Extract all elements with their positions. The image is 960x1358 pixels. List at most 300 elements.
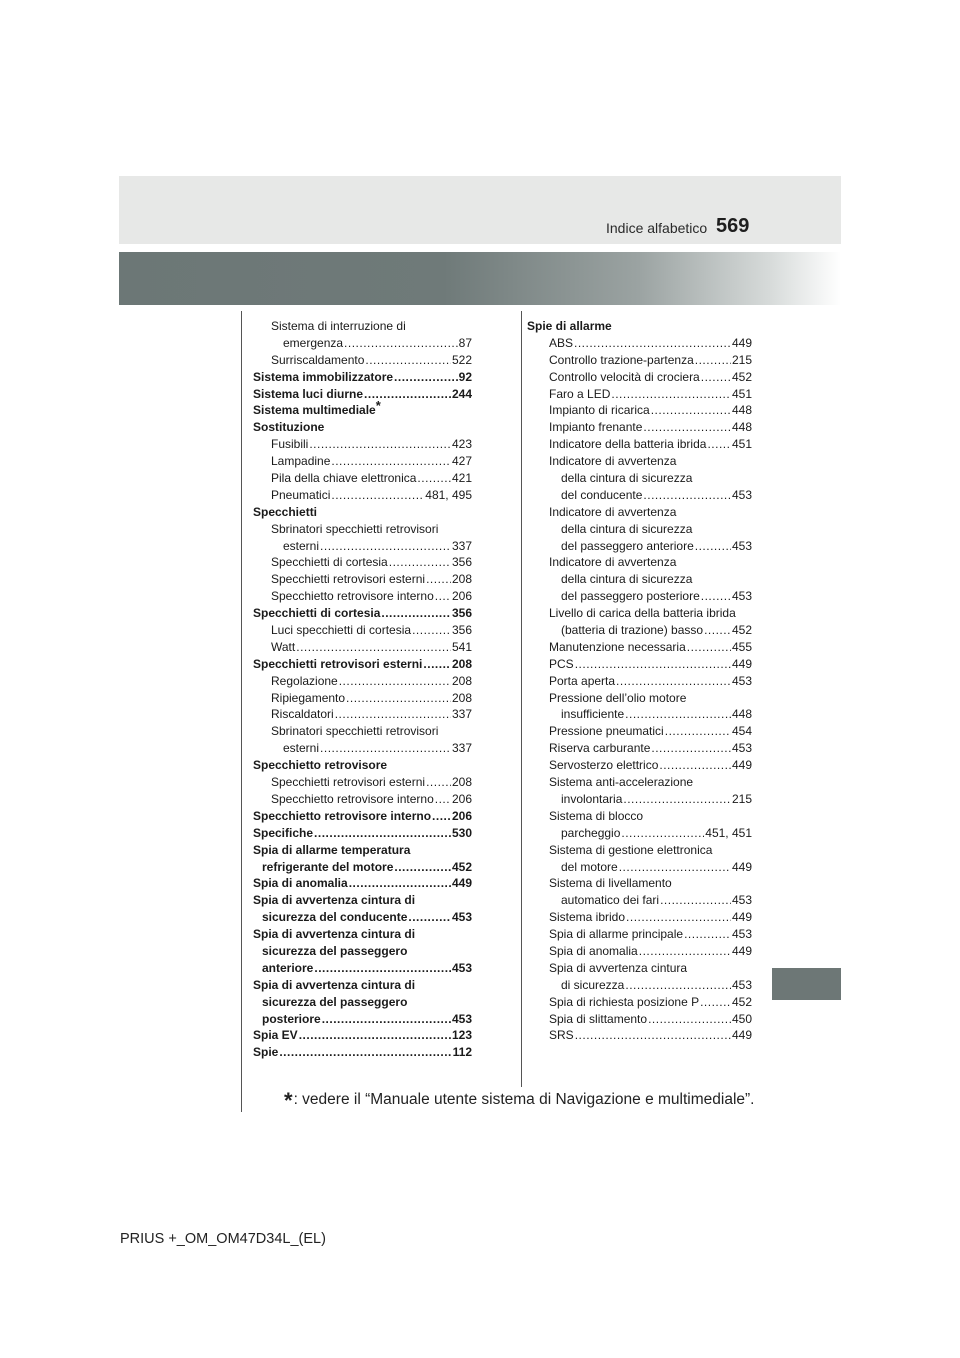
- index-entry-page: 208: [451, 690, 472, 705]
- index-entry-page: 541: [451, 639, 472, 654]
- dot-leader: [435, 588, 451, 605]
- index-entry-term: parcheggio: [561, 825, 621, 840]
- index-entry-term: Faro a LED: [549, 386, 611, 401]
- index-entry-page: 453: [451, 1011, 472, 1026]
- footnote-text: : vedere il “Manuale utente sistema di Navigazione e multimediale”.: [293, 1091, 755, 1108]
- index-entry-term: Sistema multimediale: [253, 403, 376, 418]
- index-entry-page: 356: [451, 606, 472, 621]
- dot-leader: [299, 1027, 451, 1044]
- index-entry: [253, 335, 472, 352]
- index-entry: [253, 994, 472, 1011]
- index-entry-term: Sistema di blocco: [549, 808, 644, 823]
- index-entry: [253, 398, 472, 419]
- index-entry: [527, 892, 752, 909]
- index-entry-page: 451: [731, 437, 752, 452]
- index-entry-term: Indicatore di avvertenza: [549, 504, 677, 519]
- index-entry-page: 449: [731, 758, 752, 773]
- dot-leader: [621, 825, 704, 842]
- index-entry: [253, 808, 472, 825]
- column-divider-rule: [521, 311, 522, 1087]
- index-entry: [253, 521, 472, 538]
- index-entry: [253, 622, 472, 639]
- dot-leader: [279, 1044, 451, 1061]
- index-entry: [527, 960, 752, 977]
- index-entry-page: 92: [458, 369, 472, 384]
- index-entry-page: 206: [451, 808, 472, 823]
- index-entry-term: Spia di avvertenza cintura di: [253, 977, 416, 992]
- dot-leader: [435, 791, 451, 808]
- index-entry-page: 112: [452, 1045, 472, 1060]
- index-entry-page: 453: [731, 538, 752, 553]
- index-entry-term: Spie: [253, 1045, 279, 1060]
- index-entry: [527, 859, 752, 876]
- index-entry-page: 215: [731, 791, 752, 806]
- index-entry-term: Sistema di livellamento: [549, 876, 672, 891]
- index-entry-page: 244: [451, 386, 472, 401]
- index-entry-term: di sicurezza: [561, 977, 625, 992]
- index-entry: [527, 521, 752, 538]
- index-entry-page: 356: [451, 623, 472, 638]
- dot-leader: [665, 723, 731, 740]
- index-entry-page: 208: [451, 775, 472, 790]
- index-entry: [527, 588, 752, 605]
- dot-leader: [701, 369, 731, 386]
- dot-leader: [389, 554, 451, 571]
- index-entry: [253, 369, 472, 386]
- index-entry: [527, 436, 752, 453]
- index-entry-term: Pneumatici: [271, 487, 331, 502]
- dot-leader: [626, 909, 731, 926]
- dot-leader: [309, 436, 451, 453]
- index-entry: [527, 825, 752, 842]
- index-entry-term: Specchietti retrovisori esterni: [271, 572, 426, 587]
- index-entry: [527, 386, 752, 403]
- index-entry-term: esterni: [283, 741, 320, 756]
- index-right-column: [527, 318, 752, 1044]
- index-entry-page: 337: [451, 707, 472, 722]
- index-entry-term: Riscaldatori: [271, 707, 334, 722]
- dot-leader: [619, 859, 731, 876]
- index-entry: [253, 436, 472, 453]
- index-entry: [253, 571, 472, 588]
- dot-leader: [320, 538, 451, 555]
- dot-leader: [349, 875, 451, 892]
- index-entry: [253, 386, 472, 403]
- index-entry-term: Porta aperta: [549, 673, 616, 688]
- index-entry: [253, 605, 472, 622]
- index-entry-term: Indicatore di avvertenza: [549, 555, 677, 570]
- index-entry: [253, 977, 472, 994]
- index-entry-page: 453: [731, 977, 752, 992]
- index-entry-term: Impianto di ricarica: [549, 403, 650, 418]
- index-entry-term: Specchietto retrovisore interno: [253, 808, 432, 823]
- dot-leader: [625, 977, 731, 994]
- page-number: 569: [716, 215, 750, 237]
- dot-leader: [639, 943, 731, 960]
- index-entry-term: anteriore: [262, 960, 314, 975]
- dot-leader: [687, 639, 731, 656]
- dot-leader: [408, 909, 451, 926]
- dot-leader: [346, 690, 451, 707]
- index-entry-term: Specchietto retrovisore interno: [271, 589, 434, 604]
- index-entry-term: della cintura di sicurezza: [561, 521, 693, 536]
- dot-leader: [623, 791, 731, 808]
- index-entry-term: insufficiente: [561, 707, 625, 722]
- index-entry-page: 451: [731, 386, 752, 401]
- index-entry-term: Sistema immobilizzatore: [253, 369, 394, 384]
- index-entry-term: ABS: [549, 335, 574, 350]
- index-entry: [527, 419, 752, 436]
- index-entry: [253, 554, 472, 571]
- index-entry-term: emergenza: [283, 335, 344, 350]
- index-entry-term: Specchietti di cortesia: [271, 555, 388, 570]
- index-entry-page: 453: [451, 960, 472, 975]
- index-entry-term: Spia di allarme principale: [549, 927, 684, 942]
- index-entry: [253, 656, 472, 673]
- index-entry: [527, 453, 752, 470]
- index-entry-term: Sistema ibrido: [549, 910, 626, 925]
- index-entry-page: 455: [731, 639, 752, 654]
- index-entry: [253, 352, 472, 369]
- index-entry: [253, 892, 472, 909]
- index-entry: [527, 402, 752, 419]
- index-entry: [253, 588, 472, 605]
- dot-leader: [643, 487, 731, 504]
- index-entry-term: Pressione dell’olio motore: [549, 690, 687, 705]
- index-entry: [527, 352, 752, 369]
- index-entry: [527, 656, 752, 673]
- index-entry: [527, 470, 752, 487]
- index-entry: [253, 943, 472, 960]
- index-entry: [527, 538, 752, 555]
- dot-leader: [365, 352, 451, 369]
- index-entry-term: Sbrinatori specchietti retrovisori: [271, 724, 439, 739]
- index-entry-page: 337: [451, 538, 472, 553]
- index-entry-page: 522: [451, 352, 472, 367]
- index-entry: [527, 335, 752, 352]
- index-entry-page: 87: [458, 335, 472, 350]
- index-entry-page: 337: [451, 741, 472, 756]
- index-entry: [253, 419, 472, 436]
- index-entry: [253, 960, 472, 977]
- chapter-side-tab: [772, 968, 841, 1000]
- dot-leader: [707, 436, 731, 453]
- index-entry: [253, 453, 472, 470]
- dot-leader: [659, 757, 731, 774]
- index-entry-term: della cintura di sicurezza: [561, 572, 693, 587]
- index-entry-page: 215: [731, 352, 752, 367]
- index-entry-term: Regolazione: [271, 673, 338, 688]
- dot-leader: [648, 1011, 731, 1028]
- dot-leader: [423, 656, 451, 673]
- index-entry: [527, 622, 752, 639]
- dot-leader: [704, 622, 731, 639]
- index-entry: [253, 825, 472, 842]
- dot-leader: [684, 926, 731, 943]
- index-entry: [527, 757, 752, 774]
- index-entry-term: Spia di avvertenza cintura di: [253, 927, 416, 942]
- index-entry-term: Servosterzo elettrico: [549, 758, 659, 773]
- index-entry-page: 453: [731, 589, 752, 604]
- index-entry: [253, 690, 472, 707]
- index-entry-term: sicurezza del passeggero: [262, 994, 408, 1009]
- dot-leader: [695, 352, 731, 369]
- index-entry: [253, 487, 472, 504]
- index-entry-page: 206: [451, 791, 472, 806]
- index-entry-term: Ripiegamento: [271, 690, 346, 705]
- index-entry-term: Fusibili: [271, 437, 309, 452]
- index-entry: [527, 875, 752, 892]
- index-entry-term: Sistema di gestione elettronica: [549, 842, 713, 857]
- dot-leader: [651, 402, 731, 419]
- index-entry-page: 530: [451, 825, 472, 840]
- index-entry-page: 449: [731, 859, 752, 874]
- index-entry-term: Pila della chiave elettronica: [271, 471, 417, 486]
- footnote-marker: *: [284, 1088, 293, 1113]
- index-entry-term: Indicatore di avvertenza: [549, 454, 677, 469]
- dot-leader: [394, 369, 458, 386]
- index-entry: [253, 859, 472, 876]
- index-entry-term: Specchietti retrovisori esterni: [253, 656, 423, 671]
- index-entry-term: involontaria: [561, 791, 623, 806]
- index-entry-page: 481, 495: [425, 487, 472, 502]
- index-entry-term: posteriore: [262, 1011, 321, 1026]
- index-entry: [253, 318, 472, 335]
- index-entry: [527, 504, 752, 521]
- index-entry: [253, 470, 472, 487]
- index-entry-page: 450: [731, 1011, 752, 1026]
- model-code: PRIUS +_OM_OM47D34L_(EL): [120, 1231, 326, 1247]
- index-entry-term: automatico dei fari: [561, 893, 660, 908]
- index-entry-term: Surriscaldamento: [271, 352, 365, 367]
- index-entry: [253, 706, 472, 723]
- index-entry-term: Controllo velocità di crociera: [549, 369, 700, 384]
- dot-leader: [426, 571, 451, 588]
- index-entry-term: Pressione pneumatici: [549, 724, 664, 739]
- index-entry: [527, 706, 752, 723]
- index-entry-term: Lampadine: [271, 454, 331, 469]
- index-entry-term: Spia di richiesta posizione P: [549, 994, 700, 1009]
- index-entry: [527, 554, 752, 571]
- index-entry: [527, 318, 752, 335]
- dot-leader: [344, 335, 458, 352]
- index-entry: [253, 538, 472, 555]
- index-entry-term: del passeggero posteriore: [561, 589, 700, 604]
- index-entry-term: Spia di anomalia: [549, 943, 638, 958]
- index-entry: [527, 994, 752, 1011]
- index-entry: [527, 571, 752, 588]
- index-entry-page: 452: [731, 369, 752, 384]
- index-entry-term: Sostituzione: [253, 420, 325, 435]
- index-entry-page: 454: [731, 724, 752, 739]
- index-entry: [527, 487, 752, 504]
- index-entry: [527, 791, 752, 808]
- index-entry-term: Spie di allarme: [527, 319, 612, 333]
- index-entry: [253, 673, 472, 690]
- index-entry: [527, 1011, 752, 1028]
- dot-leader: [651, 740, 731, 757]
- index-entry-term: Specchietto retrovisore interno: [271, 791, 434, 806]
- dot-leader: [426, 774, 451, 791]
- index-left-column: [253, 318, 472, 1061]
- index-entry-page: 453: [731, 893, 752, 908]
- index-entry-term: sicurezza del conducente: [262, 910, 408, 925]
- index-entry-page: 448: [731, 420, 752, 435]
- index-entry-term: esterni: [283, 538, 320, 553]
- index-entry-term: Spia EV: [253, 1028, 298, 1043]
- dot-leader: [695, 538, 731, 555]
- index-entry-term: Specchietti: [253, 504, 318, 519]
- dot-leader: [574, 335, 731, 352]
- index-entry: [527, 943, 752, 960]
- index-entry-term: Spia di anomalia: [253, 876, 348, 891]
- index-entry-term: Specchietti di cortesia: [253, 606, 381, 621]
- index-entry: [253, 740, 472, 757]
- index-entry-term: del motore: [561, 859, 618, 874]
- index-entry: [527, 690, 752, 707]
- index-entry-page: 208: [451, 572, 472, 587]
- dot-leader: [701, 588, 731, 605]
- index-entry-page: 449: [451, 876, 472, 891]
- index-entry-term: Impianto frenante: [549, 420, 643, 435]
- dot-leader: [335, 706, 451, 723]
- index-entry-page: 423: [451, 437, 472, 452]
- dot-leader: [611, 386, 731, 403]
- index-entry: [527, 909, 752, 926]
- index-entry-page: 427: [451, 454, 472, 469]
- index-entry-page: 123: [451, 1028, 472, 1043]
- index-entry-page: 448: [731, 403, 752, 418]
- index-entry-term: SRS: [549, 1028, 574, 1043]
- index-entry-term: della cintura di sicurezza: [561, 471, 693, 486]
- index-entry-term: Manutenzione necessaria: [549, 639, 686, 654]
- index-entry-term: Spia di slittamento: [549, 1011, 648, 1026]
- index-entry: [527, 740, 752, 757]
- section-title: Indice alfabetico: [606, 220, 708, 236]
- dot-leader: [660, 892, 731, 909]
- index-entry-term: Specifiche: [253, 825, 314, 840]
- index-entry-term: (batteria di trazione) basso: [561, 623, 704, 638]
- dot-leader: [320, 740, 451, 757]
- index-entry: [253, 774, 472, 791]
- index-entry: [253, 926, 472, 943]
- index-entry-term: Sistema di interruzione di: [271, 319, 406, 333]
- index-entry: [527, 723, 752, 740]
- index-entry: [527, 842, 752, 859]
- index-entry-term: Specchietto retrovisore: [253, 758, 388, 773]
- index-entry-term: Livello di carica della batteria ibrida: [549, 606, 736, 621]
- index-entry-page: 453: [731, 927, 752, 942]
- dot-leader: [432, 808, 451, 825]
- index-entry-page: 449: [731, 943, 752, 958]
- index-entry-term: Spia di avvertenza cintura di: [253, 893, 416, 908]
- index-entry-page: 356: [451, 555, 472, 570]
- left-margin-rule: [241, 311, 242, 1112]
- dot-leader: [314, 825, 451, 842]
- index-entry: [527, 639, 752, 656]
- index-entry-page: 453: [451, 910, 472, 925]
- footnote-reference-marker: *: [375, 398, 381, 414]
- index-entry: [253, 1027, 472, 1044]
- index-entry: [253, 842, 472, 859]
- index-entry: [253, 504, 472, 521]
- index-entry-page: 448: [731, 707, 752, 722]
- index-entry: [527, 808, 752, 825]
- index-entry-term: Spia di avvertenza cintura: [549, 960, 688, 975]
- index-entry-page: 208: [451, 673, 472, 688]
- index-entry: [527, 926, 752, 943]
- dot-leader: [331, 453, 451, 470]
- index-entry-term: PCS: [549, 656, 574, 671]
- dot-leader: [314, 960, 451, 977]
- dot-leader: [643, 419, 731, 436]
- chapter-gradient-band: [119, 252, 841, 305]
- index-entry-page: 208: [451, 656, 472, 671]
- index-entry-term: Indicatore della batteria ibrida: [549, 437, 707, 452]
- dot-leader: [394, 859, 451, 876]
- index-entry: [253, 639, 472, 656]
- index-entry-page: 206: [451, 589, 472, 604]
- dot-leader: [625, 706, 731, 723]
- index-entry-page: 449: [731, 910, 752, 925]
- index-entry-term: sicurezza del passeggero: [262, 943, 408, 958]
- index-entry-term: Luci specchietti di cortesia: [271, 623, 412, 638]
- dot-leader: [616, 673, 731, 690]
- index-entry: [527, 369, 752, 386]
- dot-leader: [339, 673, 451, 690]
- footnote: [284, 1088, 754, 1114]
- index-entry-term: Controllo trazione-partenza: [549, 352, 694, 367]
- index-entry-term: refrigerante del motore: [262, 859, 394, 874]
- index-entry-page: 452: [731, 623, 752, 638]
- index-entry-term: del passeggero anteriore: [561, 538, 694, 553]
- index-entry-term: del conducente: [561, 487, 643, 502]
- dot-leader: [700, 994, 731, 1011]
- index-entry-page: 421: [451, 471, 472, 486]
- dot-leader: [575, 656, 731, 673]
- index-entry-page: 449: [731, 656, 752, 671]
- index-entry: [527, 774, 752, 791]
- index-entry-page: 449: [731, 1028, 752, 1043]
- index-entry-page: 453: [731, 673, 752, 688]
- index-entry-term: Sistema anti-accelerazione: [549, 775, 694, 790]
- dot-leader: [575, 1027, 731, 1044]
- index-entry-term: Specchietti retrovisori esterni: [271, 775, 426, 790]
- dot-leader: [417, 470, 451, 487]
- index-entry-page: 453: [731, 487, 752, 502]
- index-entry-term: Spia di allarme temperatura: [253, 842, 411, 857]
- index-entry-page: 449: [731, 335, 752, 350]
- index-entry-term: Riserva carburante: [549, 741, 651, 756]
- index-entry-term: Sbrinatori specchietti retrovisori: [271, 521, 439, 536]
- dot-leader: [381, 605, 451, 622]
- index-entry-page: 452: [731, 994, 752, 1009]
- index-entry: [253, 791, 472, 808]
- dot-leader: [331, 487, 424, 504]
- index-entry-term: Sistema luci diurne: [253, 386, 364, 401]
- index-entry: [527, 977, 752, 994]
- index-entry: [527, 1027, 752, 1044]
- index-entry: [527, 673, 752, 690]
- index-entry-term: Watt: [271, 639, 296, 654]
- index-entry: [253, 1011, 472, 1028]
- index-entry-page: 451, 451: [705, 825, 752, 840]
- index-entry-page: 452: [451, 859, 472, 874]
- index-entry: [527, 605, 752, 622]
- index-entry: [253, 1044, 472, 1061]
- index-entry: [253, 723, 472, 740]
- index-entry: [253, 875, 472, 892]
